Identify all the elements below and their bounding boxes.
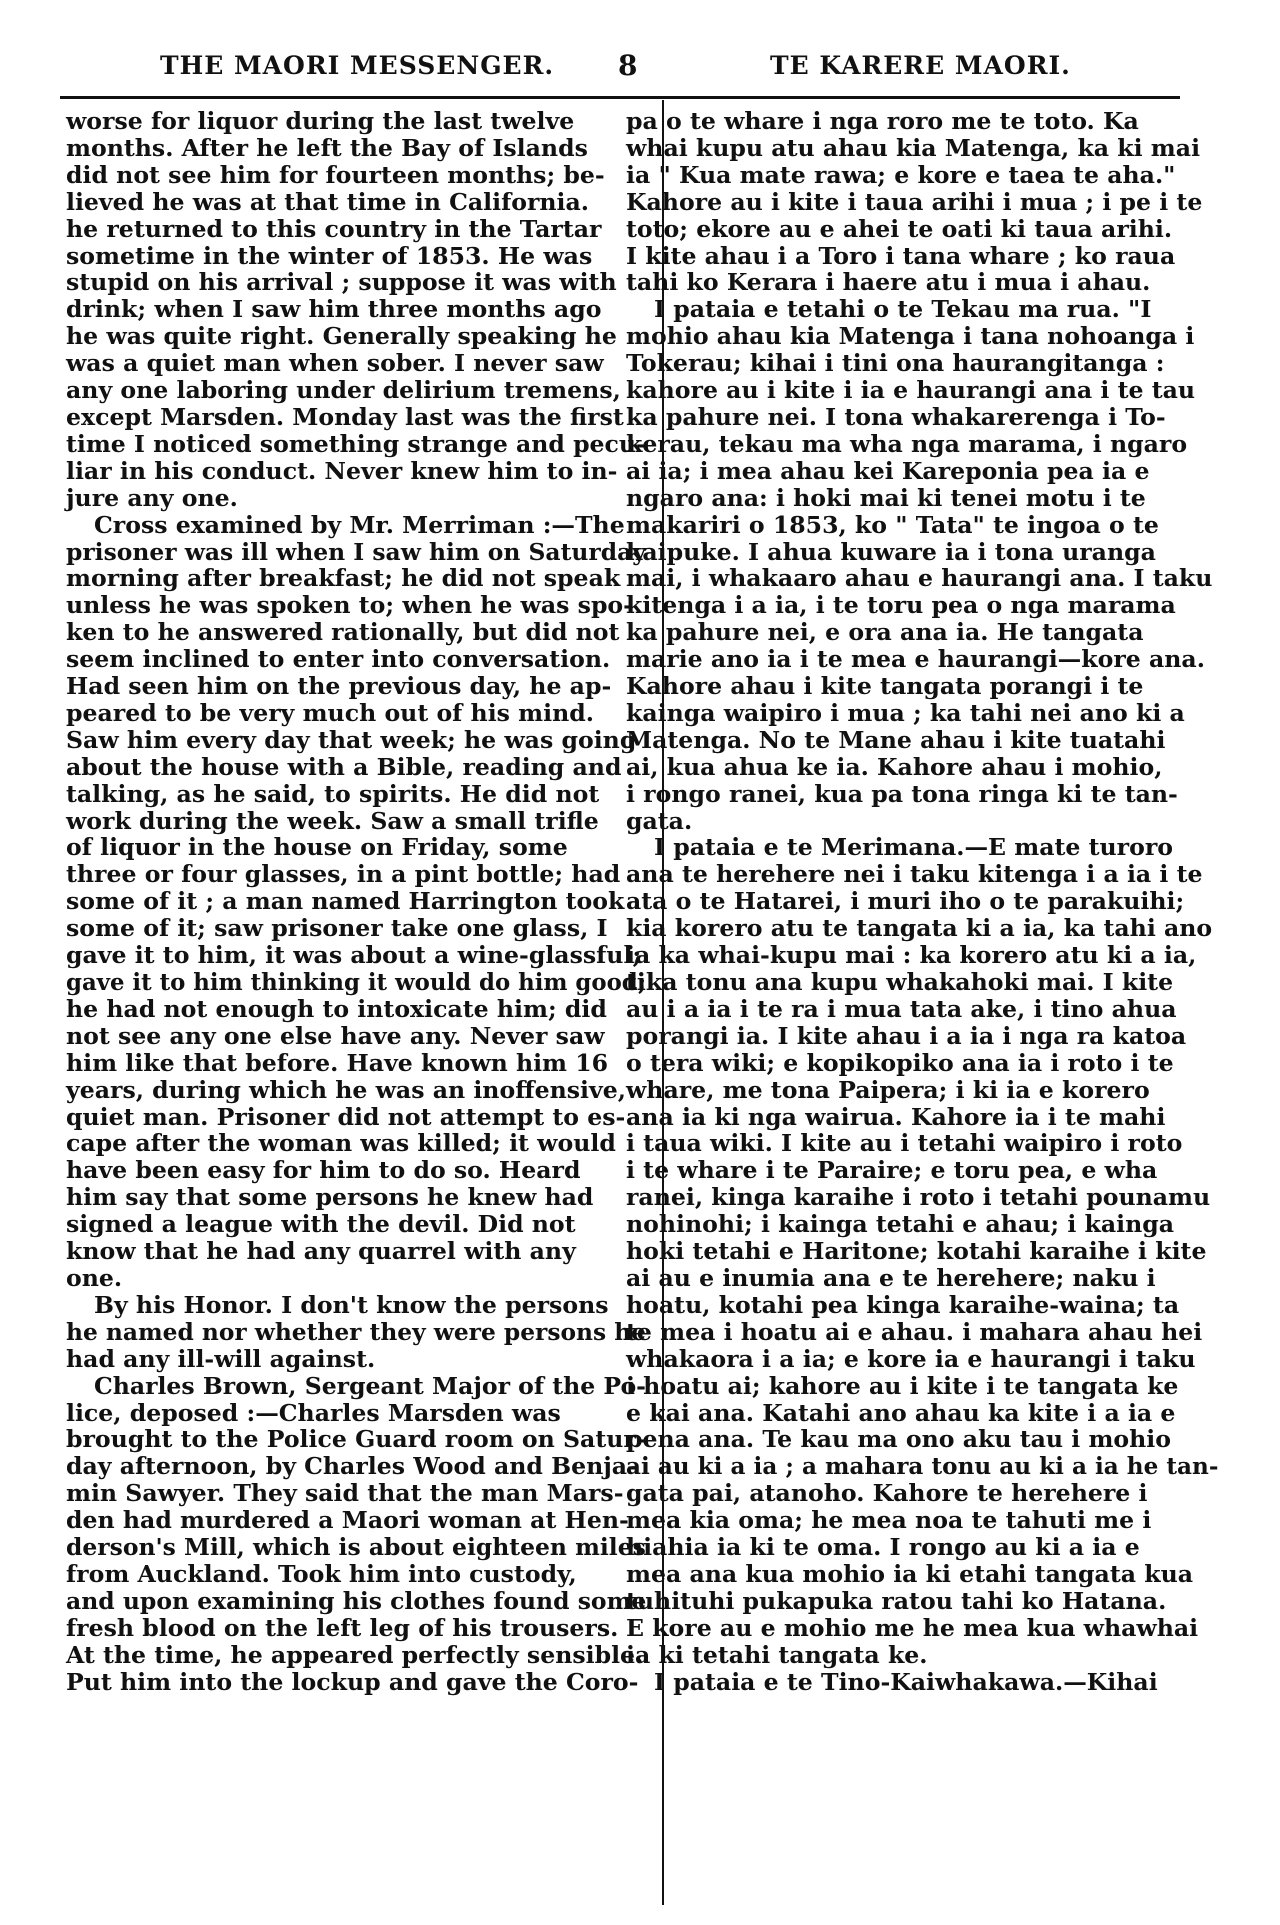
text-line: work during the week. Saw a small trifle [66,806,599,835]
text-line: was a quiet man when sober. I never saw [66,349,604,378]
text-line: fresh blood on the left leg of his trousers. [66,1613,619,1642]
text-line: he was quite right. Generally speaking he [66,322,617,351]
header-left-title: THE MAORI MESSENGER. [160,51,555,80]
text-line: derson's Mill, which is about eighteen miles [66,1533,646,1562]
text-line: Had seen him on the previous day, he ap- [66,672,612,701]
text-line: hoki tetahi e Haritone; kotahi karaihe i kite [626,1237,1207,1266]
text-line: i taua wiki. I kite au i tetahi waipiro i roto [626,1129,1183,1158]
text-line: liar in his conduct. Never knew him to in- [66,456,618,485]
text-line: kaipuke. I ahua kuware ia i tona uranga [626,537,1156,566]
text-line: have been easy for him to do so. Heard [66,1156,581,1185]
text-line: mea ana kua mohio ia ki etahi tangata kua [626,1559,1194,1588]
text-line: pena ana. Te kau ma ono aku tau i mohio [626,1425,1171,1454]
text-line: tika tonu ana kupu whakahoki mai. I kite [626,968,1174,996]
text-line: know that he had any quarrel with any [66,1237,576,1266]
text-line: hoatu, kotahi pea kinga karaihe-waina; ta [626,1290,1180,1319]
text-line: tahi ko Kerara i haere atu i mua i ahau. [626,268,1151,297]
text-line: Kahore au i kite i taua arihi i mua ; i pe i te [626,187,1203,216]
text-line: time I noticed something strange and pecu- [66,429,646,458]
text-line: cape after the woman was killed; it would [66,1129,616,1158]
text-line: ata o te Hatarei, i muri iho o te parakuihi; [626,887,1185,916]
text-line: worse for liquor during the last twelve [66,107,575,135]
text-line: pa o te whare i nga roro me te toto. Ka [626,107,1139,135]
right-column-maori [626,108,1218,1695]
text-line: he named nor whether they were persons he [66,1317,646,1346]
text-line: day afternoon, by Charles Wood and Benja- [66,1452,637,1481]
text-line: min Sawyer. They said that the man Mars- [66,1479,624,1508]
text-line: he had not enough to intoxicate him; did [66,994,607,1023]
text-line: ana te herehere nei i taku kitenga i a ia i te [626,860,1203,889]
text-line: mea kia oma; he mea noa te tahuti me i [626,1506,1152,1535]
text-line: gata pai, atanoho. Kahore te herehere i [626,1479,1148,1508]
text-line: toto; ekore au e ahei te oati ki taua arihi. [626,214,1173,243]
text-line: ai, kua ahua ke ia. Kahore ahau i mohio, [626,752,1163,781]
text-line: den had murdered a Maori woman at Hen- [66,1506,629,1535]
text-line: ana ia ki nga wairua. Kahore ia i te mahi [626,1102,1166,1131]
text-line: I pataia e tetahi o te Tekau ma rua. "I [654,295,1152,324]
text-line: Charles Brown, Sergeant Major of the Po- [93,1371,646,1400]
header-right-title: TE KARERE MAORI. [770,51,1071,80]
text-line: kitenga i a ia, i te toru pea o nga marama [626,591,1176,620]
text-line: morning after breakfast; he did not speak [66,564,621,593]
header-rule [60,96,1180,99]
text-line: Cross examined by Mr. Merriman :—The [94,510,625,539]
text-line: ai au ki a ia ; a mahara tonu au ki a ia he tan- [626,1452,1219,1481]
text-line: ia " Kua mate rawa; e kore e taea te aha." [626,160,1176,189]
text-line: gata. [626,806,693,835]
text-line: lice, deposed :—Charles Marsden was [66,1398,561,1427]
text-line: hiahia ia ki te oma. I rongo au ki a ia e [626,1533,1140,1562]
text-line: except Marsden. Monday last was the first [66,402,624,431]
text-line: had any ill-will against. [66,1344,376,1373]
text-line: ken to he answered rationally, but did not [66,618,620,647]
text-line: ranei, kinga karaihe i roto i tetahi pounamu [626,1183,1211,1212]
text-line: kahore au i kite i ia e haurangi ana i te tau [626,376,1196,405]
text-line: E kore au e mohio me he mea kua whawhai [626,1613,1199,1642]
text-line: marie ano ia i te mea e haurangi—kore ana. [626,645,1205,674]
text-line: he returned to this country in the Tartar [66,214,602,243]
text-line: lieved he was at that time in California. [66,187,590,216]
left-column-english [66,108,646,1695]
text-line: about the house with a Bible, reading and [66,752,622,781]
text-line: o tera wiki; e kopikopiko ana ia i roto i te [626,1048,1174,1077]
text-line: ia ki tetahi tangata ke. [626,1640,928,1669]
text-line: and upon examining his clothes found some [66,1586,647,1615]
text-line: stupid on his arrival ; suppose it was with [66,268,617,297]
text-line: Tokerau; kihai i tini ona haurangitanga : [626,349,1165,378]
text-line: mai, i whakaaro ahau e haurangi ana. I taku [626,564,1213,593]
text-line: brought to the Police Guard room on Satur- [66,1425,646,1454]
text-line: I pataia e te Merimana.—E mate turoro [654,833,1174,862]
text-line: ai ia; i mea ahau kei Kareponia pea ia e [626,456,1150,485]
text-line: seem inclined to enter into conversation. [66,645,611,674]
text-line: him say that some persons he knew had [66,1183,594,1212]
text-line: i rongo ranei, kua pa tona ringa ki te tan- [626,779,1178,808]
text-line: three or four glasses, in a pint bottle; had [66,860,621,889]
text-line: quiet man. Prisoner did not attempt to es- [66,1102,626,1131]
text-line: signed a league with the devil. Did not [66,1210,576,1239]
text-line: te mea i hoatu ai e ahau. i mahara ahau hei [626,1317,1203,1346]
text-line: At the time, he appeared perfectly sensible. [66,1640,644,1669]
text-line: did not see him for fourteen months; be- [66,160,605,189]
text-line: Saw him every day that week; he was going [66,725,637,754]
text-line: prisoner was ill when I saw him on Saturday [66,537,646,566]
text-line: of liquor in the house on Friday, some [66,833,568,862]
text-line: from Auckland. Took him into custody, [66,1559,577,1588]
text-line: makariri o 1853, ko " Tata" te ingoa o te [626,510,1159,539]
text-line: jure any one. [66,483,238,512]
text-line: sometime in the winter of 1853. He was [66,241,593,270]
text-line: some of it; saw prisoner take one glass, I [66,914,608,943]
text-line: months. After he left the Bay of Islands [66,133,588,162]
text-line: kainga waipiro i mua ; ka tahi nei ano ki a [626,698,1185,727]
text-line: nohinohi; i kainga tetahi e ahau; i kainga [626,1210,1175,1239]
text-line: Matenga. No te Mane ahau i kite tuatahi [626,725,1166,754]
text-line: gave it to him, it was about a wine-glassful; [66,941,642,970]
text-line: whakaora i a ia; e kore ia e haurangi i taku [626,1344,1196,1373]
text-line: i te whare i te Paraire; e toru pea, e wha [626,1156,1158,1185]
text-line: not see any one else have any. Never saw [66,1021,605,1050]
text-line: unless he was spoken to; when he was spo- [66,591,633,620]
text-line: years, during which he was an inoffensive, [66,1075,626,1104]
text-line: ai au e inumia ana e te herehere; naku i [626,1263,1156,1292]
page-number: 8 [618,49,639,82]
text-line: ia ka whai-kupu mai : ka korero atu ki a ia, [626,941,1197,970]
text-line: By his Honor. I don't know the persons [94,1290,609,1319]
text-line: ngaro ana: i hoki mai ki tenei motu i te [626,483,1146,512]
text-line: porangi ia. I kite ahau i a ia i nga ra katoa [626,1021,1187,1050]
page-header [140,40,1190,92]
text-line: drink; when I saw him three months ago [66,295,602,324]
text-line: Put him into the lockup and gave the Coro- [66,1667,639,1696]
text-line: him like that before. Have known him 16 [66,1048,609,1077]
text-line: I kite ahau i a Toro i tana whare ; ko raua [626,241,1176,270]
text-line: gave it to him thinking it would do him good; [66,968,647,996]
text-line: whai kupu atu ahau kia Matenga, ka ki mai [626,133,1201,162]
text-line: ka pahure nei. I tona whakarerenga i To- [626,402,1166,431]
text-line: i hoatu ai; kahore au i kite i te tangata ke [626,1371,1179,1400]
text-line: au i a ia i te ra i mua tata ake, i tino ahua [626,994,1177,1023]
text-line: kerau, tekau ma wha nga marama, i ngaro [626,429,1188,458]
text-line: e kai ana. Katahi ano ahau ka kite i a ia e [626,1398,1176,1427]
text-line: one. [66,1263,123,1292]
text-line: ka pahure nei, e ora ana ia. He tangata [626,618,1144,647]
text-line: some of it ; a man named Harrington took [66,887,625,916]
text-line: kia korero atu te tangata ki a ia, ka tahi ano [626,914,1213,943]
text-line: mohio ahau kia Matenga i tana nohoanga i [626,322,1195,351]
text-line: I pataia e te Tino-Kaiwhakawa.—Kihai [654,1667,1158,1696]
text-line: any one laboring under delirium tremens, [66,376,621,405]
text-line: peared to be very much out of his mind. [66,698,594,727]
text-line: Kahore ahau i kite tangata porangi i te [626,672,1144,701]
text-line: tuhituhi pukapuka ratou tahi ko Hatana. [626,1586,1167,1615]
text-line: whare, me tona Paipera; i ki ia e korero [626,1075,1150,1104]
text-line: talking, as he said, to spirits. He did not [66,779,600,808]
